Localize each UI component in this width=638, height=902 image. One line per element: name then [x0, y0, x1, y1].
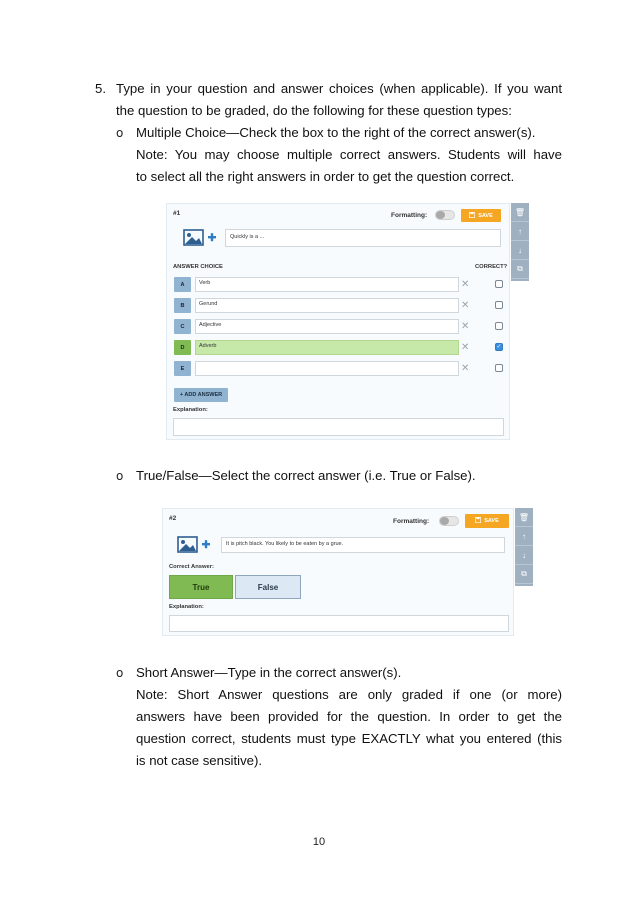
answer-letter-d: D: [174, 340, 191, 355]
step-number: 5.: [95, 81, 106, 96]
question-actions-sidebar-1: [511, 203, 529, 281]
formatting-toggle[interactable]: [435, 210, 455, 220]
answer-input-a[interactable]: Verb: [195, 277, 459, 292]
image-add-icon[interactable]: [183, 228, 217, 253]
question-number: #1: [173, 210, 181, 217]
question-input[interactable]: It is pitch black. You likely to be eaten by a grue.: [221, 537, 505, 553]
answer-input-c[interactable]: Adjective: [195, 319, 459, 334]
multiple-choice-question-panel: [166, 203, 510, 440]
answer-letter-e: E: [174, 361, 191, 376]
arrow-up-icon[interactable]: ↑: [515, 527, 533, 546]
bullet-marker-sa: o: [116, 666, 124, 680]
formatting-toggle[interactable]: [439, 516, 459, 526]
correct-checkbox-d[interactable]: ✓: [496, 343, 502, 350]
trash-icon[interactable]: 🗑: [511, 203, 529, 222]
sa-bullet-text: Short Answer—Type in the correct answer(s).: [136, 665, 402, 680]
floppy-disk-icon: [469, 212, 475, 220]
save-label: SAVE: [478, 212, 493, 219]
page-number: 10: [312, 836, 326, 848]
image-add-icon[interactable]: [177, 535, 211, 560]
question-input[interactable]: Quickly is a ...: [225, 229, 501, 247]
sa-note-line-2: answers have been provided for the question. In order to get the: [136, 709, 562, 724]
arrow-down-icon[interactable]: ↓: [515, 546, 533, 565]
explanation-input[interactable]: [169, 615, 509, 632]
question-actions-sidebar-2: [515, 508, 533, 586]
bullet-marker-tf: o: [116, 469, 124, 483]
step-line-2: the question to be graded, do the following for these question types:: [116, 103, 512, 118]
copy-icon[interactable]: ⧉: [511, 260, 529, 279]
formatting-label: Formatting:: [391, 212, 428, 219]
arrow-down-icon[interactable]: ↓: [511, 241, 529, 260]
remove-answer-d-icon[interactable]: ✕: [461, 342, 470, 353]
true-false-question-panel: [162, 508, 514, 636]
answer-letter-c: C: [174, 319, 191, 334]
remove-answer-c-icon[interactable]: ✕: [461, 321, 470, 332]
floppy-disk-icon: [475, 517, 481, 525]
false-button[interactable]: False: [235, 575, 301, 599]
mc-bullet-text: Multiple Choice—Check the box to the right of the correct answer(s).: [136, 125, 536, 140]
question-number: #2: [169, 515, 177, 522]
sa-note-line-3: question correct, students must type EXACTLY what you entered (this: [136, 731, 562, 746]
add-answer-button[interactable]: + ADD ANSWER: [174, 388, 228, 402]
mc-note-line-2: to select all the right answers in order to get the question correct.: [136, 169, 515, 184]
save-button[interactable]: [461, 209, 501, 222]
explanation-input[interactable]: [173, 418, 504, 436]
answer-letter-a: A: [174, 277, 191, 292]
save-label: SAVE: [484, 518, 499, 524]
correct-answer-label: Correct Answer:: [169, 564, 214, 570]
bullet-marker-mc: o: [116, 126, 124, 140]
copy-icon[interactable]: ⧉: [515, 565, 533, 584]
arrow-up-icon[interactable]: ↑: [511, 222, 529, 241]
answer-input-e[interactable]: [195, 361, 459, 376]
answer-letter-b: B: [174, 298, 191, 313]
mc-note-line-1: Note: You may choose multiple correct answers. Students will have: [136, 147, 562, 162]
correct-checkbox-a[interactable]: [495, 280, 503, 288]
answer-choice-header: ANSWER CHOICE: [173, 264, 223, 270]
answer-input-b[interactable]: Gerund: [195, 298, 459, 313]
save-button[interactable]: [465, 514, 509, 528]
sa-note-line-1: Note: Short Answer questions are only graded if one (or more): [136, 687, 562, 702]
correct-header: CORRECT?: [475, 264, 508, 270]
answer-input-d[interactable]: Adverb: [195, 340, 459, 355]
correct-checkbox-c[interactable]: [495, 322, 503, 330]
correct-checkbox-b[interactable]: [495, 301, 503, 309]
step-line-1: Type in your question and answer choices (when applicable). If you want: [116, 81, 562, 96]
correct-checkbox-e[interactable]: [495, 364, 503, 372]
remove-answer-a-icon[interactable]: ✕: [461, 279, 470, 290]
remove-answer-e-icon[interactable]: ✕: [461, 363, 470, 374]
explanation-label: Explanation:: [173, 407, 208, 413]
remove-answer-b-icon[interactable]: ✕: [461, 300, 470, 311]
formatting-label: Formatting:: [393, 518, 430, 525]
explanation-label: Explanation:: [169, 604, 204, 610]
true-button[interactable]: True: [169, 575, 233, 599]
sa-note-line-4: is not case sensitive).: [136, 753, 263, 768]
trash-icon[interactable]: 🗑: [515, 508, 533, 527]
tf-bullet-text: True/False—Select the correct answer (i.e. True or False).: [136, 468, 476, 483]
